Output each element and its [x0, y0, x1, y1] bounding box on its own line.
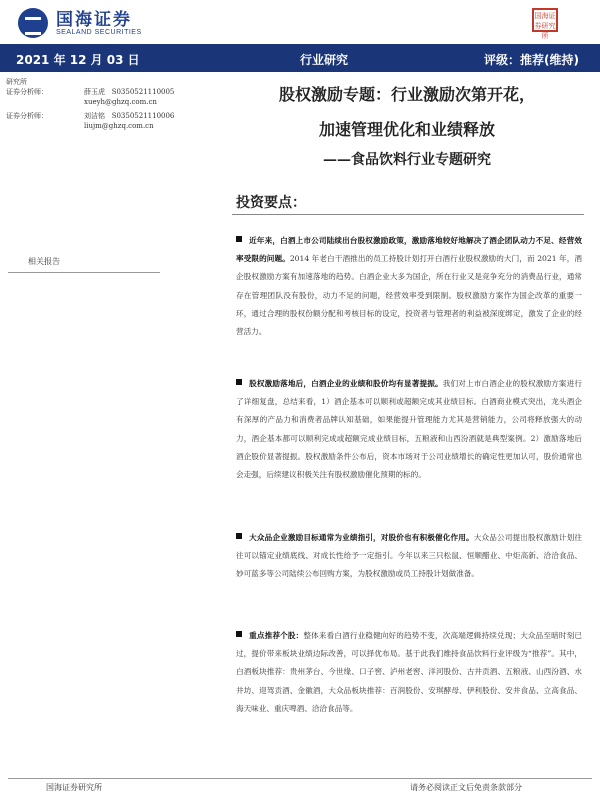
- red-seal-stamp: 国海证券研究所: [532, 8, 558, 32]
- key-point-paragraph: 近年来，白酒上市公司陆续出台股权激励政策，激励落地较好地解决了酒企团队动力不足、经营效率受限的问题。2014 年老白干酒推出的员工持股计划打开白酒行业股权激励的大门，而 2021 年，酒企股权激励方案有加速落地的趋势。白酒企业大多为国企，所在行业又是竞争充分的消费品行业，通常存在管理团队没有股份，动力不足的问题，经营效率受到限制。股权激励方案作为国企改革的重要一环，通过合理的股权份额分配和考核目标的设定，投资者与管理者的利益被深度绑定，激发了企业的经营活力。: [236, 236, 583, 337]
- divider: [8, 272, 160, 273]
- analyst-cert: S0350521110006: [111, 112, 175, 120]
- divider: [232, 214, 584, 215]
- bullet-icon: [236, 631, 242, 637]
- analyst-cert: S0350521110005: [111, 88, 175, 96]
- key-points-heading: 投资要点：: [236, 195, 306, 211]
- footer-disclaimer: 请务必阅读正文后免责条款部分: [410, 783, 522, 792]
- related-reports-label: 相关报告: [28, 257, 60, 266]
- bullet-icon: [236, 533, 242, 539]
- report-date: 2021 年 12 月 03 日: [16, 53, 140, 67]
- report-banner: [0, 44, 600, 72]
- brand-name-cn: 国海证券: [56, 9, 132, 30]
- bullet-icon: [236, 236, 242, 242]
- report-type: 行业研究: [300, 53, 349, 67]
- analyst-label: 证券分析师：: [6, 88, 48, 96]
- brand-logo: [18, 8, 142, 38]
- analyst-name: 薛玉虎: [84, 88, 105, 96]
- report-title-line1: 股权激励专题：行业激励次第开花，: [278, 85, 535, 104]
- footer-institute: 国海证券研究所: [46, 783, 102, 792]
- analyst-info: [6, 77, 226, 131]
- bullet-icon: [236, 379, 242, 385]
- analyst-email[interactable]: xueyh@ghzq.com.cn: [84, 98, 157, 106]
- key-point-paragraph: 重点推荐个股：整体来看白酒行业稳健向好的趋势不变，次高端逻辑持续兑现；大众品至暗时刻已过，提价带来板块业绩边际改善，可以择优布局。基于此我们维持食品饮料行业评级为“推荐”。其中，白酒板块推荐：贵州茅台、今世缘、口子窖、泸州老窖、洋河股份、古井贡酒、五粮液、山西汾酒、水井坊、迎驾贡酒、金徽酒，大众品板块推荐：百润股份、安琪酵母、伊利股份、安井食品、立高食品、海天味业、重庆啤酒、洽洽食品等。: [236, 631, 582, 713]
- analyst-label: 证券分析师：: [6, 112, 48, 120]
- analyst-name: 刘洁铭: [84, 112, 105, 120]
- footer-divider: [8, 778, 592, 779]
- report-title-line2: 加速管理优化和业绩释放: [318, 120, 495, 139]
- sealand-logo-icon: [18, 8, 48, 38]
- key-point-paragraph: 大众品企业激励目标通常为业绩指引，对股价也有积极催化作用。大众品公司提出股权激励计划往往可以锚定业绩底线、对成长性给予一定指引。今年以来三只松鼠、恒顺醋业、中炬高新、洽洽食品、妙可蓝多等公司陆续公布回购方案，为股权激励或员工持股计划做准备。: [236, 533, 583, 579]
- brand-name-en: SEALAND SECURITIES: [56, 28, 142, 36]
- report-rating: 评级：推荐(维持): [484, 53, 579, 67]
- institute-label: 研究所: [6, 78, 27, 86]
- analyst-email[interactable]: liujm@ghzq.com.cn: [84, 122, 154, 130]
- key-point-paragraph: 股权激励落地后，白酒企业的业绩和股价均有显著提振。我们对上市白酒企业的股权激励方案进行了详细复盘，总结来看，1）酒企基本可以顺利或超额完成其业绩目标。白酒商业模式突出，龙头酒企有深厚的产品力和消费者品牌认知基础，如果能提升管理能力尤其是营销能力，公司将释放强大的动力，酒企基本都可以顺利完成或超额完成业绩目标，五粮液和山西汾酒就是典型案例。2）激励落地后酒企股价显著提振。股权激励条件公布后，资本市场对于公司业绩增长的确定性更加认可，股价通常也会走强，后续建议积极关注有股权激励催化预期的标的。: [236, 379, 583, 480]
- report-subtitle: ——食品饮料行业专题研究: [323, 152, 491, 168]
